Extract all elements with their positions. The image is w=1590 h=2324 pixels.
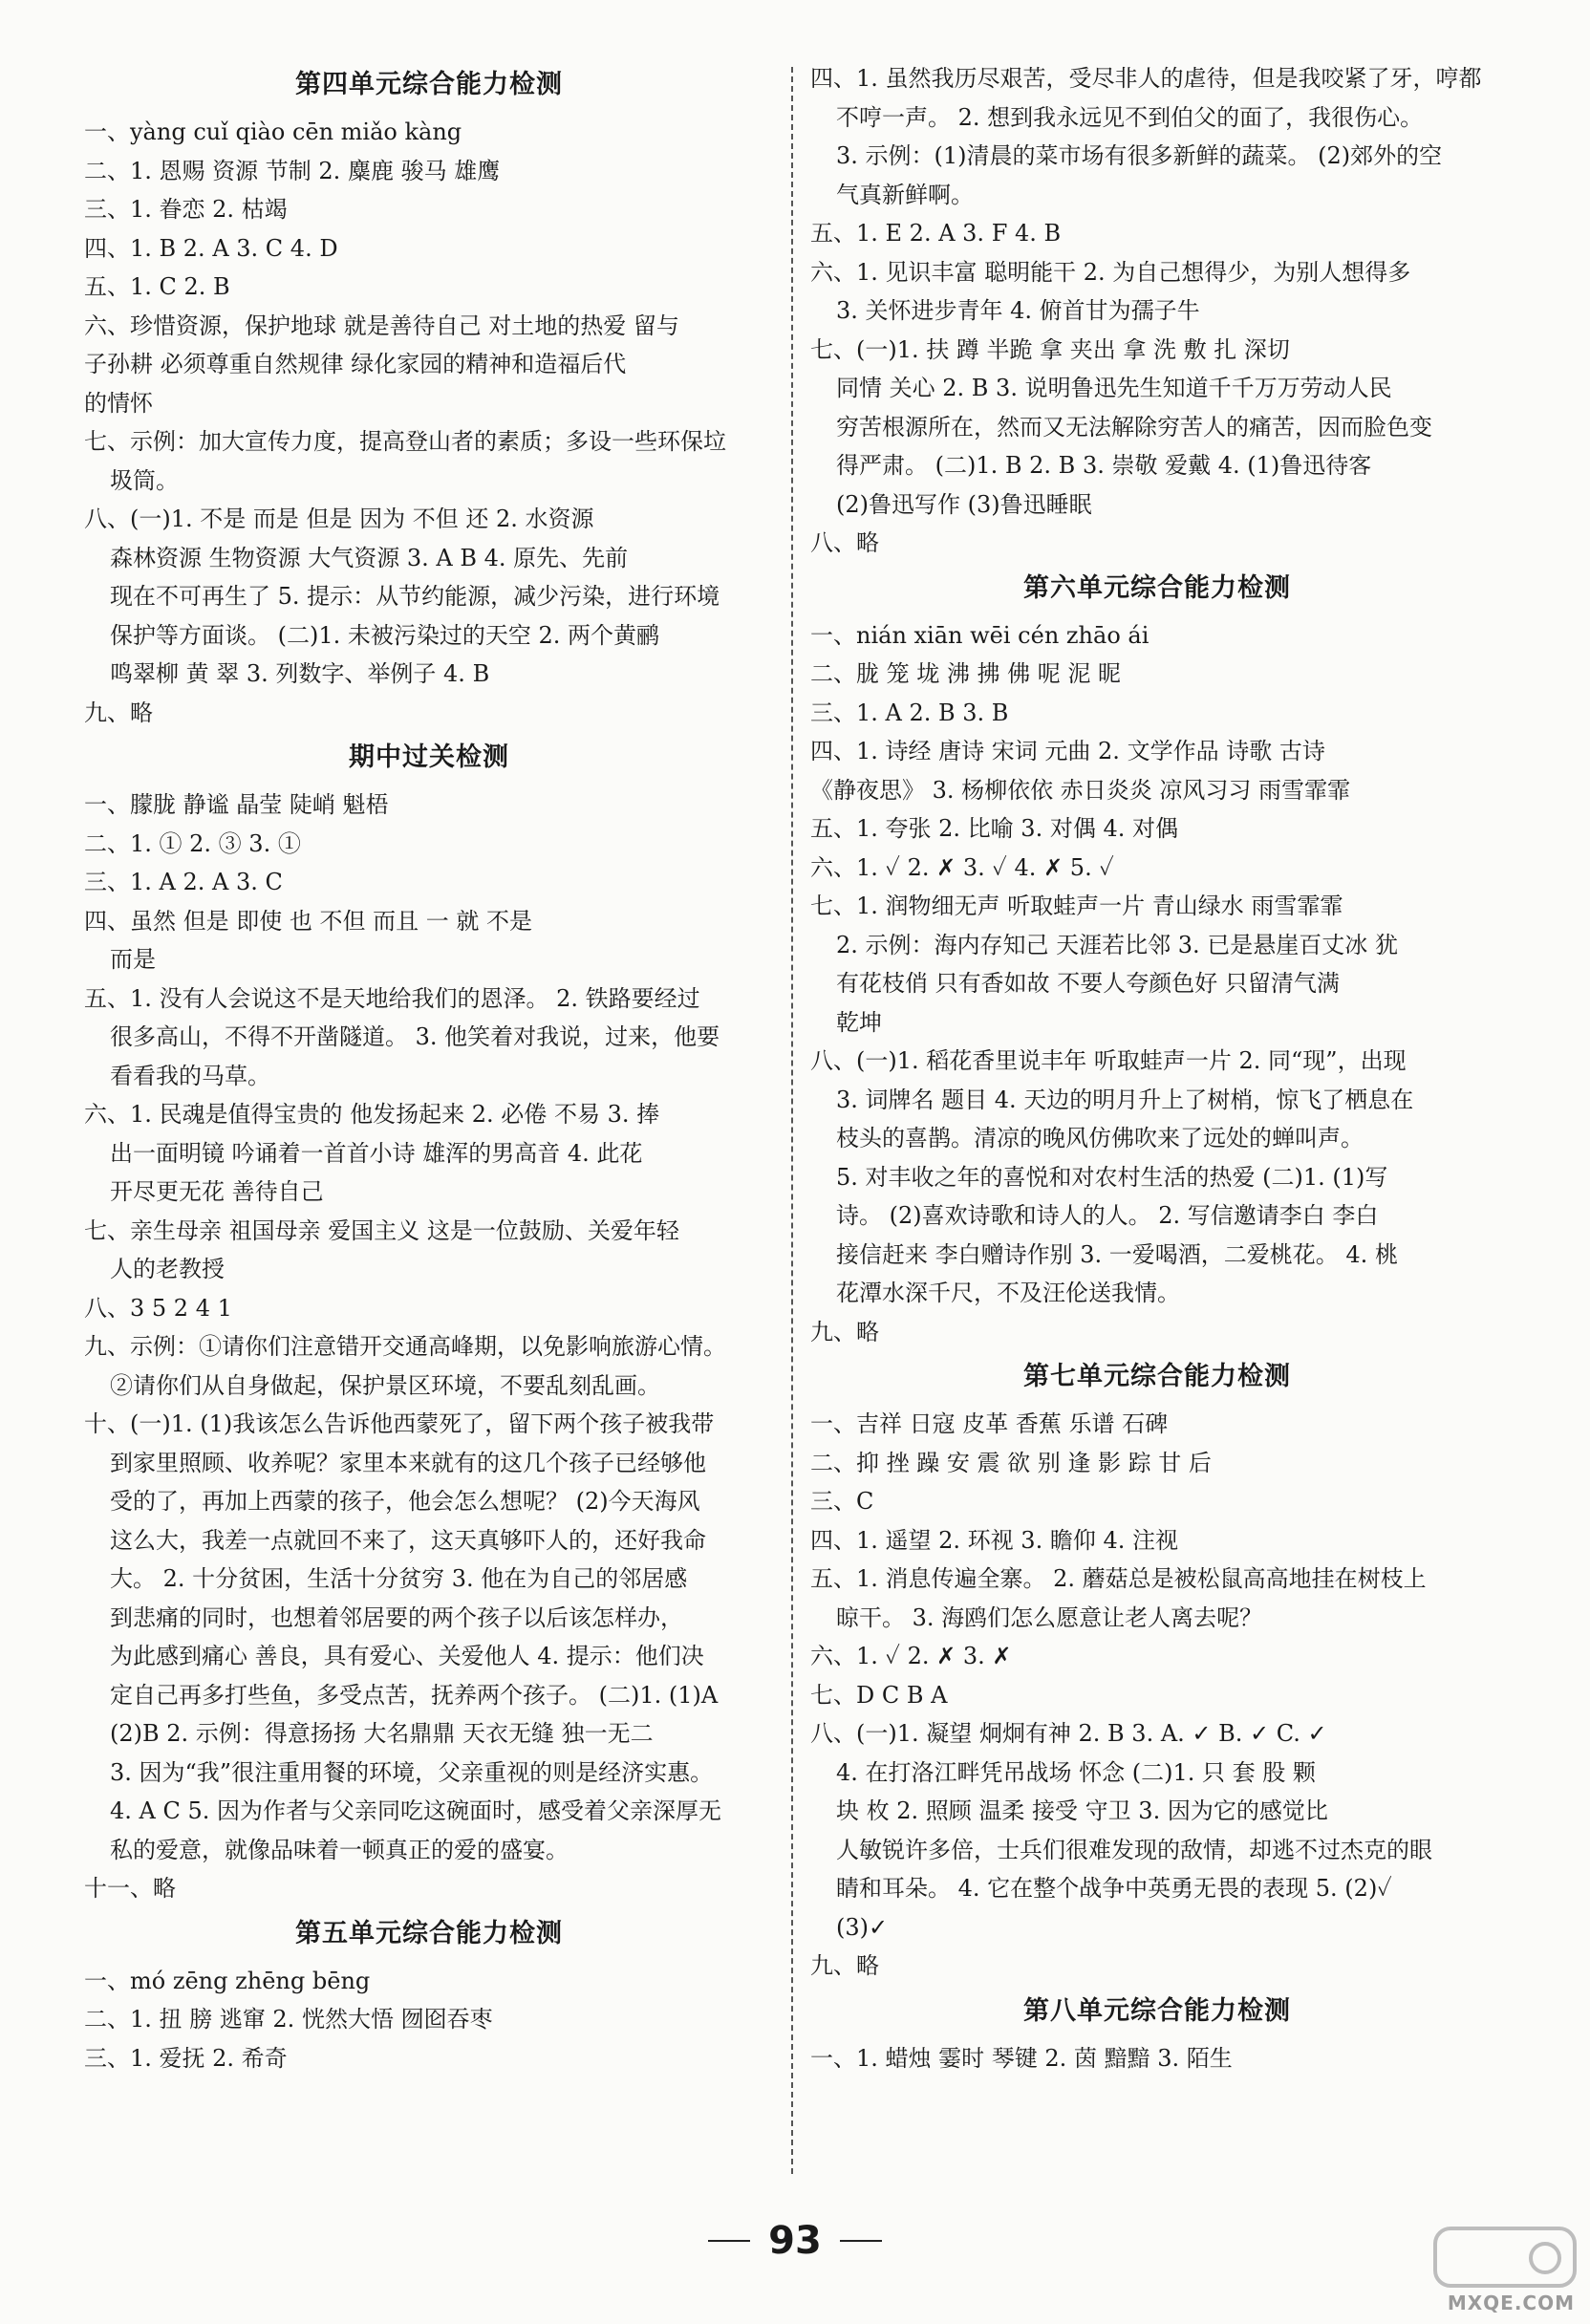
page-number: 93 (768, 2219, 822, 2263)
answer-line: 《静夜思》 3. 杨柳依依 赤日炎炎 凉风习习 雨雪霏霏 (810, 776, 1351, 804)
answer-line: 保护等方面谈。 (二)1. 未被污染过的天空 2. 两个黄鹂 (110, 621, 660, 649)
answer-line: 二、抑 挫 躁 安 震 欲 别 逢 影 踪 甘 后 (810, 1449, 1212, 1476)
answer-line: 乾坤 (836, 1008, 882, 1036)
answer-line: 五、1. 没有人会说这不是天地给我们的恩泽。 2. 铁路要经过 (84, 984, 700, 1012)
answer-line: 四、1. 诗经 唐诗 宋词 元曲 2. 文学作品 诗歌 古诗 (810, 738, 1325, 764)
answer-line: 同情 关心 2. B 3. 说明鲁迅先生知道千千万万劳动人民 (836, 375, 1392, 401)
answer-line: 出一面明镜 吟诵着一首首小诗 雄浑的男高音 4. 此花 (110, 1139, 643, 1167)
answer-line: 九、略 (810, 1318, 879, 1345)
answer-line: ②请你们从自身做起，保护景区环境，不要乱刻乱画。 (110, 1371, 660, 1399)
answer-line: 鸣翠柳 黄 翠 3. 列数字、举例子 4. B (110, 660, 490, 687)
answer-line: 一、mó zēng zhēng bēng (84, 1967, 371, 1994)
answer-line: 二、1. 恩赐 资源 节制 2. 麋鹿 骏马 雄鹰 (84, 157, 501, 184)
section-title: 第五单元综合能力检测 (295, 1918, 563, 1948)
answer-line: 六、珍惜资源，保护地球 就是善待自己 对土地的热爱 留与 (84, 312, 679, 339)
answer-line: 六、1. 民魂是值得宝贵的 他发扬起来 2. 必倦 不易 3. 捧 (84, 1101, 660, 1128)
answer-line: 九、略 (810, 1952, 879, 1979)
right-column (810, 59, 1504, 2077)
answer-line: 5. 对丰收之年的喜悦和对农村生活的热爱 (二)1. (1)写 (836, 1163, 1388, 1191)
answer-line: 七、1. 润物细无声 听取蛙声一片 青山绿水 雨雪霏霏 (810, 893, 1343, 919)
answer-line: 十、(一)1. (1)我该怎么告诉他西蒙死了，留下两个孩子被我带 (84, 1410, 715, 1437)
answer-line: 四、1. 虽然我历尽艰苦，受尽非人的虐待，但是我咬紧了牙，哼都 (810, 65, 1482, 92)
answer-line: 一、1. 蜡烛 霎时 琴键 2. 茵 黯黯 3. 陌生 (810, 2044, 1233, 2072)
answer-line: 私的爱意，就像品味着一顿真正的爱的盛宴。 (110, 1836, 569, 1863)
answer-line: 二、胧 笼 垅 沸 拂 佛 呢 泥 昵 (810, 660, 1122, 687)
answer-line: 人敏锐许多倍，士兵们很难发现的敌情，却逃不过杰克的眼 (836, 1836, 1432, 1863)
answer-line: 块 枚 2. 照顾 温柔 接受 守卫 3. 因为它的感觉比 (836, 1797, 1328, 1824)
answer-line: 一、yàng cuǐ qiào cēn miǎo kàng (84, 118, 462, 145)
answer-line: 3. 示例：(1)清晨的菜市场有很多新鲜的蔬菜。 (2)郊外的空 (836, 142, 1443, 169)
answer-line: 七、D C B A (810, 1681, 948, 1709)
answer-line: 一、吉祥 日寇 皮革 香蕉 乐谱 石碑 (810, 1410, 1169, 1437)
answer-line: 得严肃。 (二)1. B 2. B 3. 崇敬 爱戴 4. (1)鲁迅待客 (836, 452, 1372, 479)
answer-line: (2)鲁迅写作 (3)鲁迅睡眠 (836, 490, 1092, 518)
answer-line: 枝头的喜鹊。清凉的晚风仿佛吹来了远处的蝉叫声。 (836, 1125, 1364, 1151)
answer-line: 五、1. 消息传遍全寨。 2. 蘑菇总是被松鼠高高地挂在树枝上 (810, 1565, 1427, 1592)
footer-dash-right (840, 2240, 882, 2242)
section-title: 期中过关检测 (349, 742, 509, 772)
answer-line: 人的老教授 (110, 1256, 225, 1282)
answer-line: 气真新鲜啊。 (836, 181, 974, 208)
answer-line: 定自己再多打些鱼，多受点苦，抚养两个孩子。 (二)1. (1)A (110, 1681, 719, 1709)
answer-line: 的情怀 (84, 389, 153, 417)
section-title: 第七单元综合能力检测 (1023, 1362, 1291, 1391)
answer-line: 子孙耕 必须尊重自然规律 绿化家园的精神和造福后代 (84, 351, 627, 377)
answer-line: 五、1. E 2. A 3. F 4. B (810, 220, 1062, 247)
answer-line: 2. 示例：海内存知己 天涯若比邻 3. 已是悬崖百丈冰 犹 (836, 931, 1398, 958)
column-divider (791, 67, 793, 2174)
answer-line: 晾干。 3. 海鸥们怎么愿意让老人离去呢？ (836, 1603, 1263, 1631)
answer-line: 八、(一)1. 稻花香里说丰年 听取蛙声一片 2. 同“现”，出现 (810, 1047, 1407, 1074)
section-title: 第四单元综合能力检测 (295, 70, 563, 99)
answer-line: 受的了，再加上西蒙的孩子，他会怎么想呢？ (2)今天海风 (110, 1488, 700, 1515)
watermark-text: MXQE.COM (1447, 2292, 1575, 2314)
answer-line: 花潭水深千尺，不及汪伦送我情。 (836, 1280, 1180, 1306)
answer-line: 四、1. 遥望 2. 环视 3. 瞻仰 4. 注视 (810, 1526, 1178, 1554)
answer-line: 而是 (110, 946, 156, 973)
answer-line: 开尽更无花 善待自己 (110, 1178, 324, 1205)
answer-line: 接信赶来 李白赠诗作别 3. 一爱喝酒，二爱桃花。 4. 桃 (836, 1240, 1398, 1268)
answer-line: 四、虽然 但是 即使 也 不但 而且 一 就 不是 (84, 907, 533, 935)
answer-line: 到家里照顾、收养呢？家里本来就有的这几个孩子已经够他 (110, 1449, 706, 1476)
answer-line: 现在不可再生了 5. 提示：从节约能源，减少污染，进行环境 (110, 583, 720, 610)
answer-line: 十一、略 (84, 1875, 176, 1902)
page-footer (0, 2219, 1590, 2263)
answer-line: 3. 词牌名 题目 4. 天边的明月升上了树梢，惊飞了栖息在 (836, 1086, 1414, 1113)
answer-line: 三、1. 眷恋 2. 枯竭 (84, 196, 288, 223)
answer-line: 九、示例：①请你们注意错开交通高峰期，以免影响旅游心情。 (84, 1333, 726, 1360)
answer-line: 五、1. C 2. B (84, 273, 230, 300)
answer-line: 七、(一)1. 扶 蹲 半跪 拿 夹出 拿 洗 敷 扎 深切 (810, 335, 1290, 363)
answer-line: 森林资源 生物资源 大气资源 3. A B 4. 原先、先前 (110, 544, 629, 571)
left-column (84, 59, 774, 2077)
answer-line: 为此感到痛心 善良，具有爱心、关爱他人 4. 提示：他们决 (110, 1643, 704, 1669)
answer-line: 很多高山，不得不开凿隧道。 3. 他笑着对我说，过来，他要 (110, 1023, 720, 1050)
answer-line: 圾筒。 (110, 466, 179, 494)
answer-line: 诗。 (2)喜欢诗歌和诗人的人。 2. 写信邀请李白 李白 (836, 1202, 1379, 1229)
footer-dash-left (708, 2240, 750, 2242)
answer-line: 3. 因为“我”很注重用餐的环境，父亲重视的则是经济实惠。 (110, 1758, 714, 1786)
answer-line: 睛和耳朵。 4. 它在整个战争中英勇无畏的表现 5. (2)✓ (836, 1875, 1392, 1902)
answer-line: 一、朦胧 静谧 晶莹 陡峭 魁梧 (84, 791, 389, 818)
answer-line: 4. 在打洛江畔凭吊战场 怀念 (二)1. 只 套 股 颗 (836, 1758, 1316, 1786)
answer-line: 看看我的马草。 (110, 1062, 270, 1089)
answer-line: 穷苦根源所在，然而又无法解除穷苦人的痛苦，因而脸色变 (836, 413, 1432, 441)
answer-line: (3)✓ (836, 1913, 889, 1941)
answer-line: 二、1. 扭 膀 逃窜 2. 恍然大悟 囫囵吞枣 (84, 2006, 493, 2033)
answer-line: 二、1. ① 2. ③ 3. ① (84, 829, 301, 857)
answer-line: 3. 关怀进步青年 4. 俯首甘为孺子牛 (836, 297, 1200, 324)
section-title: 第六单元综合能力检测 (1023, 572, 1291, 603)
answer-line: 五、1. 夸张 2. 比喻 3. 对偶 4. 对偶 (810, 815, 1178, 842)
answer-line: 这么大，我差一点就回不来了，这天真够吓人的，还好我命 (110, 1526, 706, 1554)
answer-line: 到悲痛的同时，也想着邻居要的两个孩子以后该怎样办， (110, 1603, 683, 1631)
answer-line: 有花枝俏 只有香如故 不要人夸颜色好 只留清气满 (836, 970, 1340, 997)
answer-line: 一、nián xiān wēi cén zhāo ái (810, 621, 1150, 649)
answer-line: 八、3 5 2 4 1 (84, 1294, 232, 1322)
answer-line: 七、示例：加大宣传力度，提高登山者的素质；多设一些环保垃 (84, 428, 726, 455)
answer-line: 八、(一)1. 不是 而是 但是 因为 不但 还 2. 水资源 (84, 506, 594, 532)
answer-line: 三、1. A 2. A 3. C (84, 869, 283, 895)
answer-line: 九、略 (84, 699, 153, 726)
answer-line: 4. A C 5. 因为作者与父亲同吃这碗面时，感受着父亲深厚无 (110, 1797, 722, 1824)
answer-line: 八、(一)1. 凝望 炯炯有神 2. B 3. A. ✓ B. ✓ C. ✓ (810, 1720, 1327, 1747)
answer-line: 六、1. ✓ 2. ✗ 3. ✗ (810, 1643, 1012, 1669)
answer-line: 三、1. 爱抚 2. 希奇 (84, 2044, 288, 2072)
watermark (1433, 2227, 1577, 2318)
answer-line: 六、1. 见识丰富 聪明能干 2. 为自己想得少，为别人想得多 (810, 258, 1411, 286)
answer-line: 四、1. B 2. A 3. C 4. D (84, 234, 338, 262)
watermark-logo-icon (1433, 2227, 1577, 2288)
answer-line: 大。 2. 十分贫困，生活十分贫穷 3. 他在为自己的邻居感 (110, 1565, 688, 1592)
answer-line: 七、亲生母亲 祖国母亲 爱国主义 这是一位鼓励、关爱年轻 (84, 1216, 679, 1244)
answer-line: (2)B 2. 示例：得意扬扬 大名鼎鼎 天衣无缝 独一无二 (110, 1720, 654, 1747)
answer-line: 三、1. A 2. B 3. B (810, 699, 1009, 726)
answer-line: 不哼一声。 2. 想到我永远见不到伯父的面了，我很伤心。 (836, 103, 1424, 131)
section-title: 第八单元综合能力检测 (1023, 1995, 1291, 2026)
answer-line: 六、1. ✓ 2. ✗ 3. ✓ 4. ✗ 5. ✓ (810, 853, 1114, 881)
answer-line: 八、略 (810, 529, 879, 556)
answer-line: 三、C (810, 1488, 874, 1515)
